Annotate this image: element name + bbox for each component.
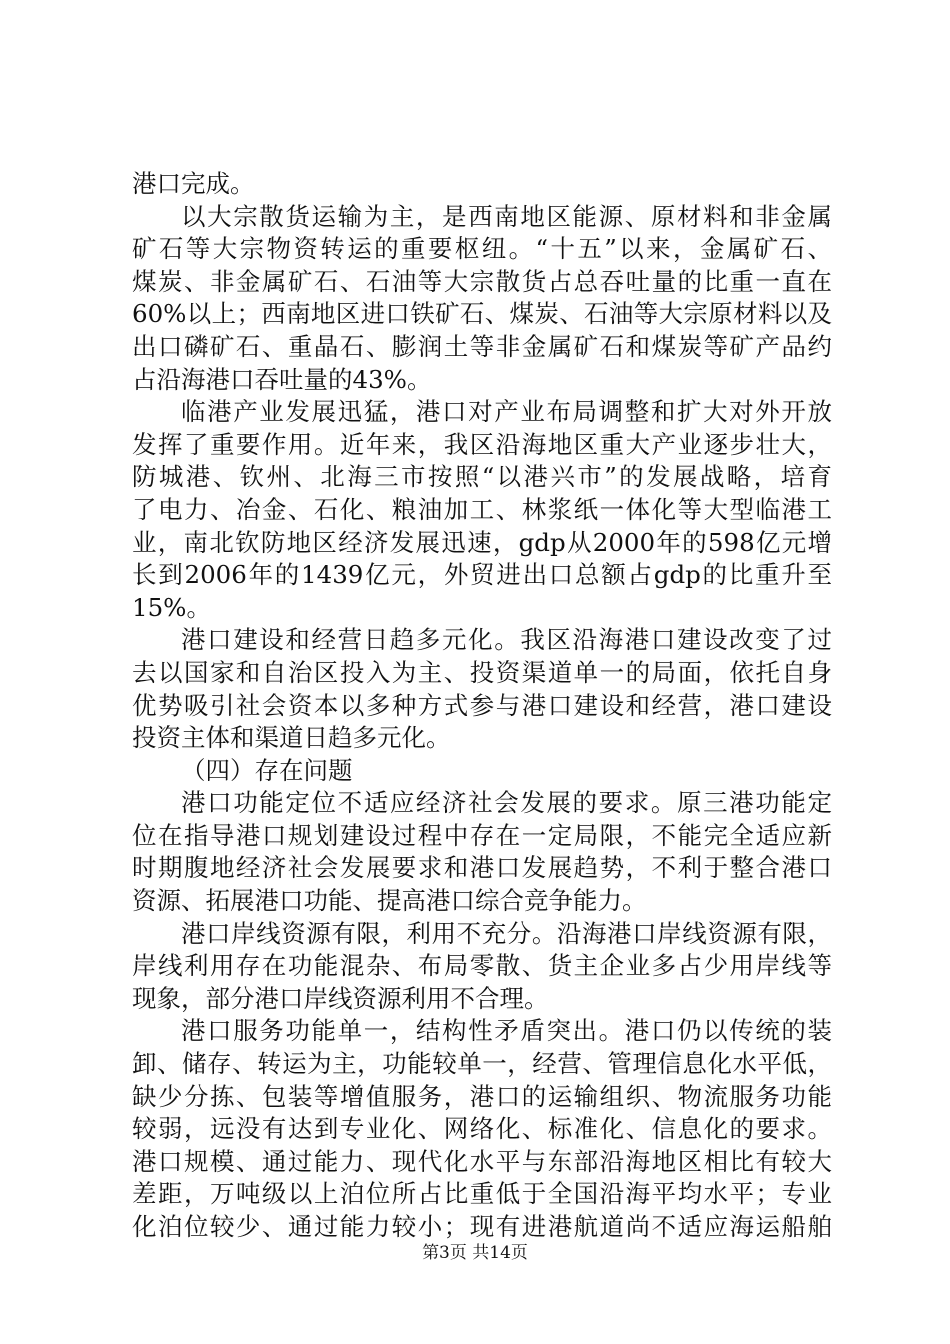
text-line: 矿石等大宗物资转运的重要枢纽。“十五”以来，金属矿石、: [132, 234, 832, 264]
body-text: [132, 168, 832, 1244]
text-line: 缺少分拣、包装等增值服务，港口的运输组织、物流服务功能: [132, 1081, 832, 1111]
text-line: 港口规模、通过能力、现代化水平与东部沿海地区相比有较大: [132, 1146, 832, 1176]
text-line: 15%。: [132, 592, 211, 622]
text-line: 港口服务功能单一，结构性矛盾突出。港口仍以传统的装: [181, 1016, 832, 1046]
text-line: 时期腹地经济社会发展要求和港口发展趋势，不利于整合港口: [132, 853, 832, 883]
text-line: 较弱，远没有达到专业化、网络化、标准化、信息化的要求。: [132, 1114, 832, 1144]
text-line: 港口完成。: [132, 169, 255, 198]
text-line: 了电力、冶金、石化、粮油加工、林浆纸一体化等大型临港工: [132, 494, 832, 524]
page-number-footer: 第3页 共14页: [422, 1243, 528, 1263]
text-line: 优势吸引社会资本以多种方式参与港口建设和经营，港口建设: [132, 690, 832, 720]
text-line: 60%以上；西南地区进口铁矿石、煤炭、石油等大宗原材料以及: [132, 299, 832, 329]
text-line: 岸线利用存在功能混杂、布局零散、货主企业多占少用岸线等: [132, 951, 832, 981]
text-line: 长到2006年的1439亿元，外贸进出口总额占gdp的比重升至: [132, 560, 832, 590]
text-line: 港口岸线资源有限，利用不充分。沿海港口岸线资源有限，: [181, 918, 832, 948]
section-heading: （四）存在问题: [181, 755, 353, 785]
text-line: 以大宗散货运输为主，是西南地区能源、原材料和非金属: [181, 201, 832, 231]
text-line: 业，南北钦防地区经济发展迅速，gdp从2000年的598亿元增: [132, 527, 832, 557]
text-line: 煤炭、非金属矿石、石油等大宗散货占总吞吐量的比重一直在: [132, 266, 832, 296]
text-line: 差距，万吨级以上泊位所占比重低于全国沿海平均水平；专业: [132, 1179, 832, 1209]
text-line: 占沿海港口吞吐量的43%。: [132, 364, 432, 394]
text-line: 防城港、钦州、北海三市按照“以港兴市”的发展战略，培育: [132, 462, 832, 492]
text-line: 卸、储存、转运为主，功能较单一，经营、管理信息化水平低，: [132, 1049, 832, 1079]
text-line: 临港产业发展迅猛，港口对产业布局调整和扩大对外开放: [181, 397, 832, 427]
text-line: 资源、拓展港口功能、提高港口综合竞争能力。: [132, 886, 647, 916]
text-line: 港口建设和经营日趋多元化。我区沿海港口建设改变了过: [181, 625, 832, 655]
text-line: 位在指导港口规划建设过程中存在一定局限，不能完全适应新: [132, 820, 832, 850]
text-line: 去以国家和自治区投入为主、投资渠道单一的局面，依托自身: [132, 657, 832, 687]
text-line: 化泊位较少、通过能力较小；现有进港航道尚不适应海运船舶: [132, 1212, 832, 1241]
text-line: 现象，部分港口岸线资源利用不合理。: [132, 983, 549, 1013]
text-line: 港口功能定位不适应经济社会发展的要求。原三港功能定: [181, 788, 832, 818]
text-line: 出口磷矿石、重晶石、膨润土等非金属矿石和煤炭等矿产品约: [132, 331, 832, 361]
text-line: 投资主体和渠道日趋多元化。: [132, 723, 451, 753]
text-line: 发挥了重要作用。近年来，我区沿海地区重大产业逐步壮大，: [132, 429, 832, 459]
